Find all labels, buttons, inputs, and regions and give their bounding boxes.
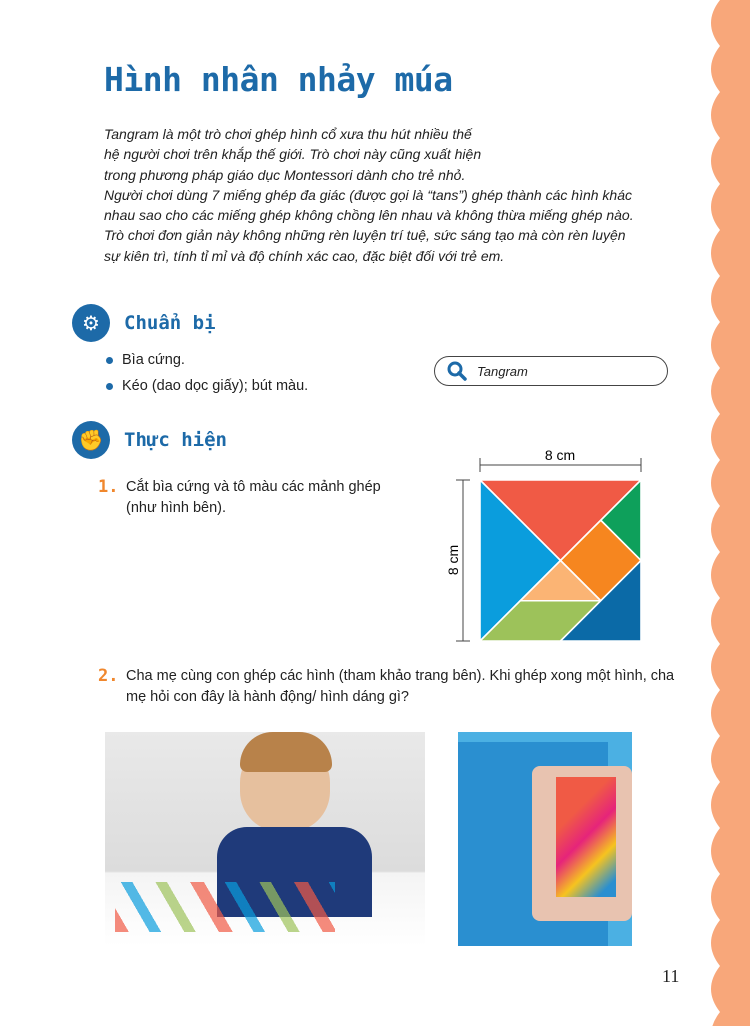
search-icon xyxy=(447,361,467,381)
search-box[interactable] xyxy=(434,356,668,386)
page-number: 11 xyxy=(662,966,680,986)
step-number: 1. xyxy=(98,477,119,497)
page-title: Hình nhân nhảy múa xyxy=(104,60,453,99)
step-text: Cha mẹ cùng con ghép các hình (tham khảo trang bên). Khi ghép xong một hình, cha mẹ hỏi con đây là hành động/ hình dáng gì? xyxy=(126,668,675,705)
step-text: Cắt bìa cứng và tô màu các mảnh ghép (như hình bên). xyxy=(126,479,381,516)
scalloped-edge xyxy=(702,0,750,1026)
materials-list xyxy=(106,352,308,404)
photo-tangram-board xyxy=(458,732,632,946)
tools-icon: ⚙ xyxy=(72,304,110,342)
width-label: 8 cm xyxy=(544,447,576,463)
hand-icon: ✊ xyxy=(72,421,110,459)
step-number: 2. xyxy=(98,666,119,686)
step-1 xyxy=(98,477,398,519)
intro-text: Tangram là một trò chơi ghép hình cổ xưa thu hút nhiều thế hệ người chơi trên khắp thế giới. Trò chơi này cũng xuất hiện trong phương pháp giáo dục Montessori dành cho trẻ nhỏ. Người chơi dùng 7 miếng ghép đa giác (được gọi là “tans”) ghép thành các hình khác nhau sao cho các miếng ghép không chồng lên nhau và không thừa miếng ghép nào. Trò chơi đơn giản này không những rèn luyện trí tuệ, sức sáng tạo mà còn rèn luyện sự kiên trì, tính tỉ mỉ và độ chính xác cao, đặc biệt đối với trẻ em. xyxy=(104,126,634,264)
list-item: Bìa cứng. xyxy=(106,352,308,368)
step-2 xyxy=(98,666,688,708)
section-heading: Thực hiện xyxy=(124,429,227,451)
photo-child-playing xyxy=(105,732,425,946)
tangram-diagram xyxy=(440,446,650,651)
section-do xyxy=(72,421,227,459)
height-label: 8 cm xyxy=(445,544,461,576)
list-item: Kéo (dao dọc giấy); bút màu. xyxy=(106,378,308,394)
section-heading: Chuẩn bị xyxy=(124,312,216,334)
section-prep xyxy=(72,304,216,342)
search-text: Tangram xyxy=(477,363,528,379)
